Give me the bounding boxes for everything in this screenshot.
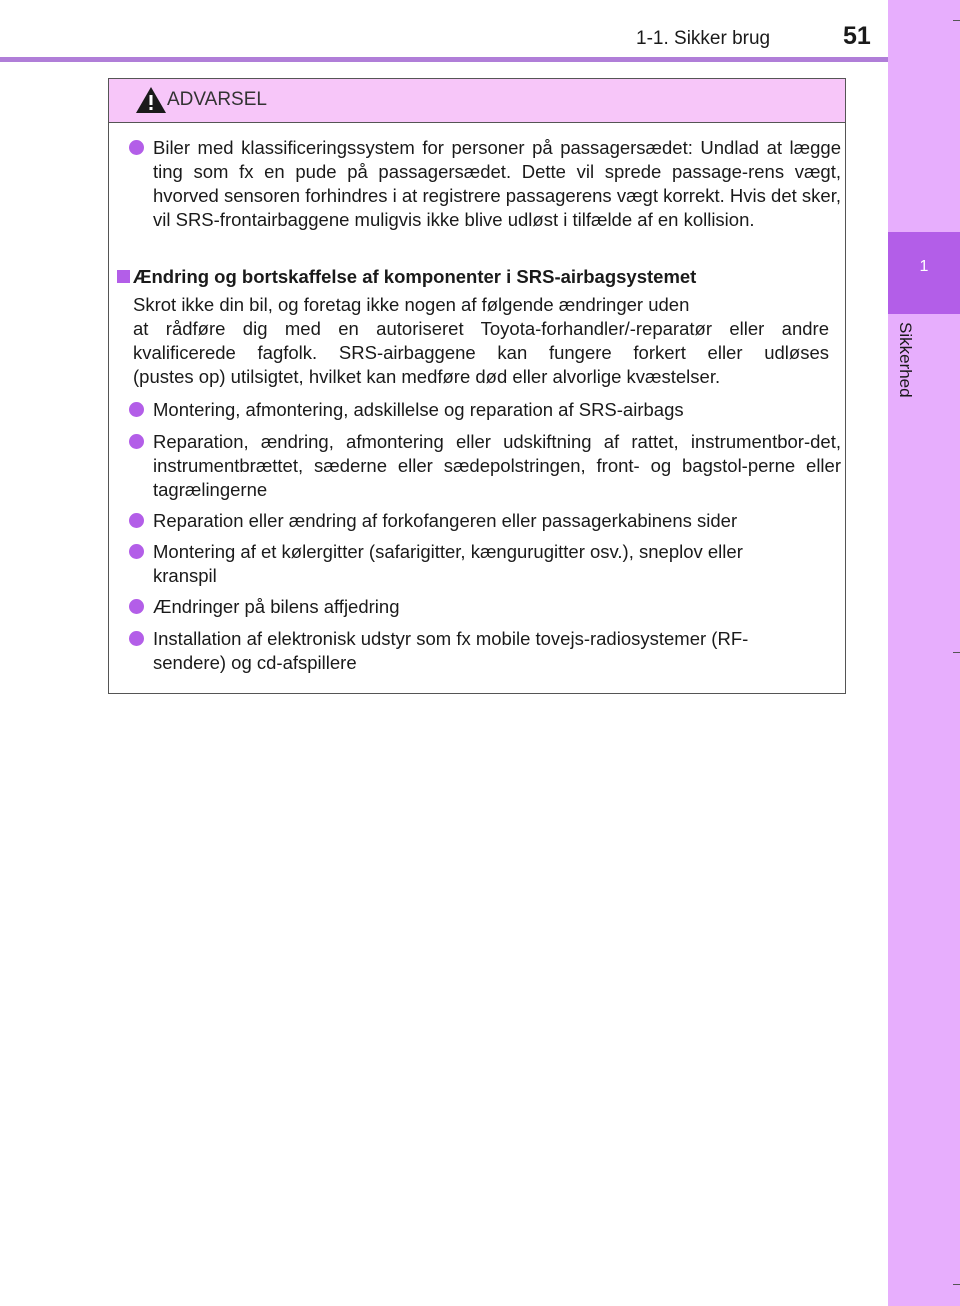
- list-item: [129, 136, 841, 232]
- list-item: [129, 540, 769, 588]
- section-title: 1-1. Sikker brug: [636, 28, 771, 49]
- edge-tick: [953, 1284, 960, 1285]
- paragraph-line: kvalificerede fagfolk. SRS-airbaggene kan fungere forkert eller udløses: [133, 342, 829, 363]
- list-item-text: Ændringer på bilens affjedring: [153, 596, 400, 617]
- bullet-icon: [129, 402, 144, 417]
- page-number: 51: [843, 22, 871, 50]
- bullet-icon: [129, 140, 144, 155]
- chapter-number: 1: [919, 258, 929, 275]
- paragraph-line: Skrot ikke din bil, og foretag ikke nogen af følgende ændringer uden: [133, 294, 690, 315]
- bullet-icon: [129, 631, 144, 646]
- list-item: [129, 627, 779, 675]
- list-item-text: Biler med klassificeringssystem for personer på passagersædet: Undlad at lægge ting som fx en pude på passagersædet. Dette vil sprede passage-rens vægt, hvorved sensoren forhindres i at registrere passagerens vægt korrekt. Hvis det sker, vil SRS-frontairbaggene muligvis ikke blive udløst i tilfælde af en kollision.: [153, 137, 841, 230]
- header-rule: [0, 57, 888, 62]
- page-header: [0, 0, 888, 64]
- bullet-icon: [129, 513, 144, 528]
- list-item-text: Installation af elektronisk udstyr som fx mobile tovejs-radiosystemer (RF-sendere) og cd-afspillere: [153, 628, 749, 673]
- list-item: [129, 430, 841, 502]
- chapter-label: Sikkerhed: [896, 322, 915, 398]
- list-item: [129, 509, 841, 533]
- warning-triangle-icon: [135, 86, 167, 114]
- bullet-icon: [129, 544, 144, 559]
- bullet-icon: [129, 599, 144, 614]
- paragraph-line: at rådføre dig med en autoriseret Toyota-forhandler/-reparatør eller andre: [133, 318, 829, 339]
- edge-tick: [953, 652, 960, 653]
- square-bullet-icon: [117, 270, 130, 283]
- edge-tick: [953, 20, 960, 21]
- paragraph-line: (pustes op) utilsigtet, hvilket kan medføre død eller alvorlige kvæstelser.: [133, 366, 721, 387]
- warning-box: [108, 78, 846, 694]
- chapter-side-tab: [888, 0, 960, 1306]
- warning-header: [109, 79, 845, 123]
- list-item-text: Reparation eller ændring af forkofangeren eller passagerkabinens sider: [153, 510, 738, 531]
- section-paragraph: [133, 293, 829, 389]
- list-item-text: Montering af et kølergitter (safarigitter, kængurugitter osv.), sneplov eller kranspil: [153, 541, 743, 586]
- section-heading: [117, 265, 841, 289]
- section-heading-text: Ændring og bortskaffelse af komponenter i SRS-airbagsystemet: [133, 266, 697, 287]
- list-item-text: Montering, afmontering, adskillelse og reparation af SRS-airbags: [153, 399, 684, 420]
- bullet-icon: [129, 434, 144, 449]
- list-item: [129, 595, 841, 619]
- list-item-text: Reparation, ændring, afmontering eller udskiftning af rattet, instrumentbor-det, instrumentbrættet, sæderne eller sædepolstringen, front- og bagstol-perne eller tagrælingerne: [153, 431, 841, 500]
- list-item: [129, 398, 841, 422]
- warning-title: ADVARSEL: [167, 89, 267, 110]
